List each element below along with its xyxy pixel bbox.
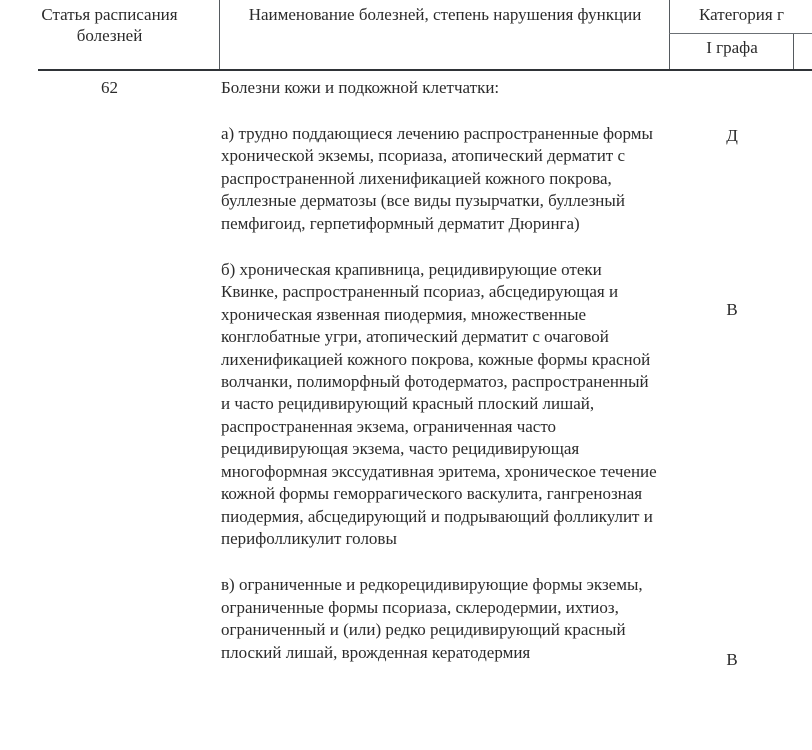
article-number: 62 <box>101 78 118 97</box>
category-letter-item-b: В <box>726 300 738 319</box>
item-b-text: б) хроническая крапивница, рецидивирующие отеки Квинке, распространенный псориаз, абсцедирующая и хроническая язвенная пиодермия, множественные конглобатные угри, атопический дерматит с очаговой лихенификацией кожного покрова, кожные формы красной волчанки, полиморфный фотодерматоз, распространенный и часто рецидивирующий красный плоский лишай, распространенная экзема, ограниченная часто рецидивирующая экзема, часто рецидивирующая многоформная экссудативная эритема, хроническое течение кожной формы геморрагического васкулита, гангренозная пиодермия, абсцедирующий и подрывающий фолликулит и перифолликулит головы <box>221 260 657 548</box>
article-number-cell <box>0 71 219 99</box>
item-v-text: в) ограниченные и редкорецидивирующие формы экземы, ограниченные формы псориаза, склеродермии, ихтиоз, ограниченный и (или) редко рецидивирующий красный плоский лишай, врожденная кератодермия <box>221 575 643 662</box>
header-article-column: Статья расписания болезней <box>41 5 178 45</box>
column-divider-article <box>219 0 220 70</box>
category-letter-item-v: В <box>726 650 738 669</box>
column-divider-grafa <box>793 33 794 70</box>
table-body <box>0 71 812 750</box>
header-subrow-divider <box>669 33 812 34</box>
header-name-column: Наименование болезней, степень нарушения функции <box>248 5 642 24</box>
header-grafa-1: I графа <box>706 38 758 57</box>
item-a-text: а) трудно поддающиеся лечению распространенные формы хронической экземы, псориаза, атопический дерматит с распространенной лихенификацией кожного покрова, буллезные дерматозы (все виды пузырчатки, буллезный пемфигоид, герпетиформный дерматит Дюринга) <box>221 124 653 233</box>
header-category-column: Категория г <box>699 5 784 24</box>
table-header <box>0 0 812 70</box>
category-letter-item-a: Д <box>726 126 738 145</box>
row-intro-text: Болезни кожи и подкожной клетчатки: <box>221 78 500 97</box>
column-divider-category <box>669 0 670 70</box>
disease-name-cell <box>221 71 671 664</box>
